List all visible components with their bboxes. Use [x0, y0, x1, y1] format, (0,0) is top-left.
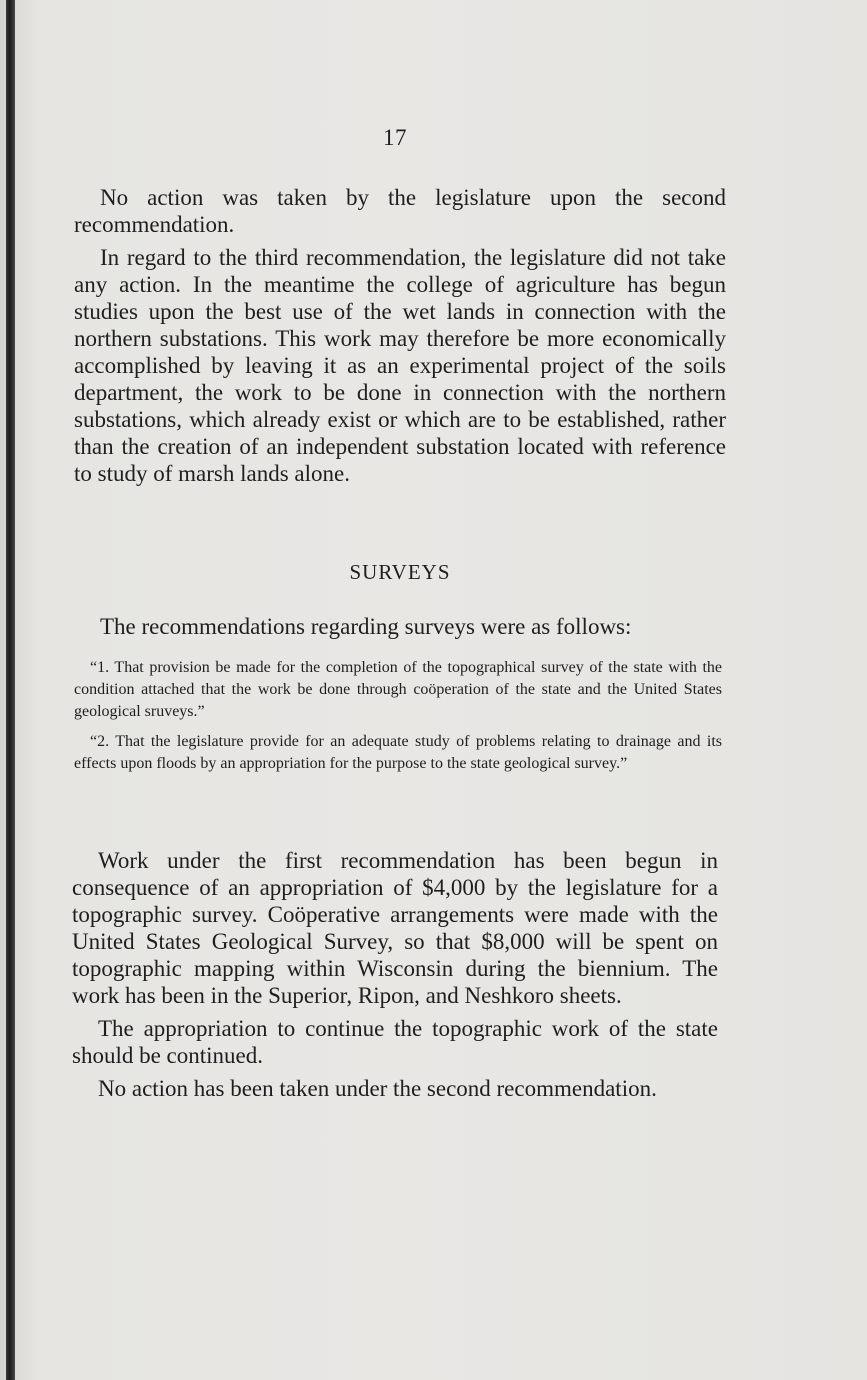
surveys-paragraph-3: No action has been taken under the second recommendation.: [98, 1076, 657, 1101]
surveys-lead-paragraph: The recommendations regarding surveys were as follows:: [100, 614, 632, 639]
page-number: 17: [383, 125, 407, 150]
recommendations-quote: [74, 657, 722, 775]
surveys-lead: [74, 613, 738, 640]
binding-edge: [6, 0, 15, 1380]
quote-recommendation-1: “1. That provision be made for the completion of the topographical survey of the state with the condition attached that the work be done through coöperation of the state and the United States geological sruveys.”: [74, 659, 722, 720]
intro-section: [74, 184, 726, 487]
quote-recommendation-2: “2. That the legislature provide for an adequate study of problems relating to drainage and its effects upon floods by an appropriation for the purpose to the state geological survey.”: [74, 733, 722, 772]
surveys-paragraph-1: Work under the first recommendation has been begun in consequence of an appropriation of $4,000 by the legislature for a topographic survey. Coöperative arrangements were made with the United States Geological Survey, so that $8,000 will be spent on topographic mapping within Wisconsin during the biennium. The work has been in the Superior, Ripon, and Neshkoro sheets.: [72, 848, 718, 1008]
intro-paragraph-2: In regard to the third recommendation, the legislature did not take any action. In the meantime the college of agriculture has begun studies upon the best use of the wet lands in connection with the northern substations. This work may therefore be more economically accomplished by leaving it as an experimental project of the soils department, the work to be done in connection with the northern substations, which already exist or which are to be established, rather than the creation of an independent substation located with reference to study of marsh lands alone.: [74, 245, 726, 486]
surveys-section-body: [72, 847, 718, 1102]
intro-paragraph-1: No action was taken by the legislature upon the second recommendation.: [74, 185, 726, 237]
section-heading-surveys: SURVEYS: [349, 560, 451, 584]
surveys-paragraph-2: The appropriation to continue the topographic work of the state should be continued.: [72, 1016, 718, 1068]
